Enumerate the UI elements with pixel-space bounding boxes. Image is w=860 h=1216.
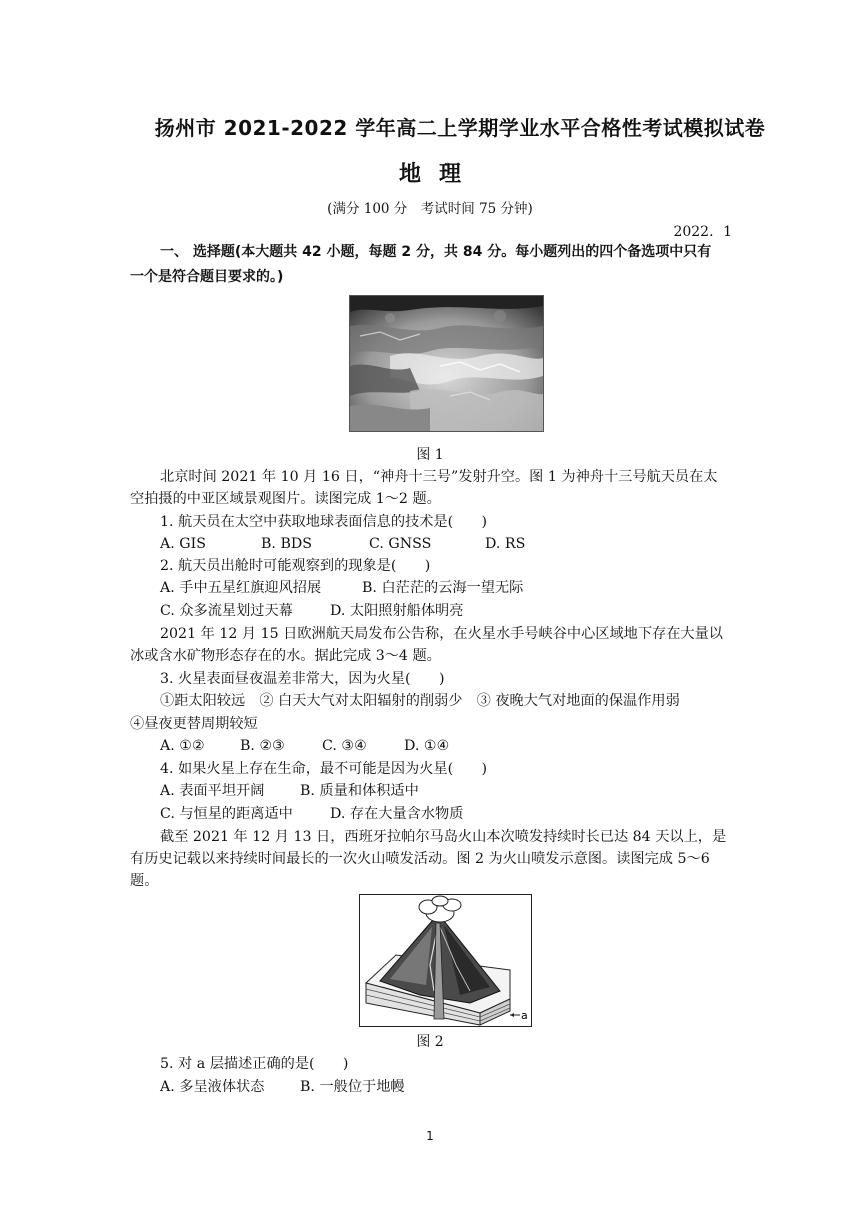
figure-1-satellite-image [349, 295, 544, 432]
question-1-option-c: C. GNSS [369, 536, 432, 552]
figure-2-volcano-diagram [359, 894, 532, 1027]
question-2-stem: 2. 航天员出舱时可能观察到的现象是( ) [160, 558, 431, 574]
question-4-option-b: B. 质量和体积适中 [300, 783, 419, 799]
question-3-option-c: C. ③④ [322, 738, 367, 754]
question-5-option-b: B. 一般位于地幔 [300, 1079, 405, 1095]
question-2-option-a: A. 手中五星红旗迎风招展 [160, 580, 322, 596]
question-3-option-b: B. ②③ [240, 738, 285, 754]
question-3-items-line2: ④昼夜更替周期较短 [130, 716, 258, 732]
exam-title: 扬州市 2021-2022 学年高二上学期学业水平合格性考试模拟试卷 [154, 116, 766, 140]
passage-2-line1: 2021 年 12 月 15 日欧洲航天局发布公告称，在火星水手号峡谷中心区域地下存在大量以 [160, 626, 723, 642]
question-2-option-c: C. 众多流星划过天幕 [160, 603, 293, 619]
question-4-option-a: A. 表面平坦开阔 [160, 783, 265, 799]
exam-date: 2022．1 [673, 224, 732, 240]
question-4-option-c: C. 与恒星的距离适中 [160, 806, 293, 822]
subject-heading: 地理 [398, 162, 479, 187]
question-3-option-a: A. ①② [160, 738, 205, 754]
passage-3-line3: 题。 [130, 873, 159, 889]
question-3-option-d: D. ①④ [404, 738, 450, 754]
figure-2-caption: 图 2 [416, 1034, 444, 1050]
question-2-option-d: D. 太阳照射船体明亮 [330, 603, 464, 619]
passage-3-line1: 截至 2021 年 12 月 13 日，西班牙拉帕尔马岛火山本次喷发持续时长已达 84 天以上，是 [160, 829, 727, 845]
question-1-stem: 1. 航天员在太空中获取地球表面信息的技术是( ) [160, 514, 488, 530]
question-3-items-line1: ①距太阳较远 ② 白天大气对太阳辐射的削弱少 ③ 夜晚大气对地面的保温作用弱 [160, 693, 680, 709]
question-5-stem: 5. 对 a 层描述正确的是( ) [160, 1056, 349, 1072]
passage-3-line2: 有历史记载以来持续时间最长的一次火山喷发活动。图 2 为火山喷发示意图。读图完成 5～6 [130, 851, 710, 867]
exam-meta: (满分 100 分 考试时间 75 分钟) [327, 201, 533, 217]
section-heading-line2: 一个是符合题目要求的。) [130, 269, 284, 285]
passage-2-line2: 冰或含水矿物形态存在的水。据此完成 3～4 题。 [130, 648, 441, 664]
question-1-option-a: A. GIS [160, 536, 206, 552]
question-1-option-d: D. RS [485, 536, 526, 552]
section-heading-line1: 一、 选择题(本大题共 42 小题，每题 2 分，共 84 分。每小题列出的四个备选项中只有 [160, 244, 712, 260]
question-4-option-d: D. 存在大量含水物质 [330, 806, 464, 822]
figure-2-label-a: a [521, 1009, 528, 1022]
passage-1-line2: 空拍摄的中亚区域景观图片。读图完成 1～2 题。 [130, 491, 441, 507]
question-3-stem: 3. 火星表面昼夜温差非常大，因为火星( ) [160, 671, 445, 687]
question-4-stem: 4. 如果火星上存在生命，最不可能是因为火星( ) [160, 761, 488, 777]
figure-1-caption: 图 1 [416, 447, 444, 463]
question-1-option-b: B. BDS [261, 536, 312, 552]
passage-1-line1: 北京时间 2021 年 10 月 16 日，“神舟十三号”发射升空。图 1 为神舟十三号航天员在太 [160, 469, 718, 485]
question-2-option-b: B. 白茫茫的云海一望无际 [362, 580, 524, 596]
question-5-option-a: A. 多呈液体状态 [160, 1079, 265, 1095]
page-number: 1 [426, 1129, 434, 1143]
